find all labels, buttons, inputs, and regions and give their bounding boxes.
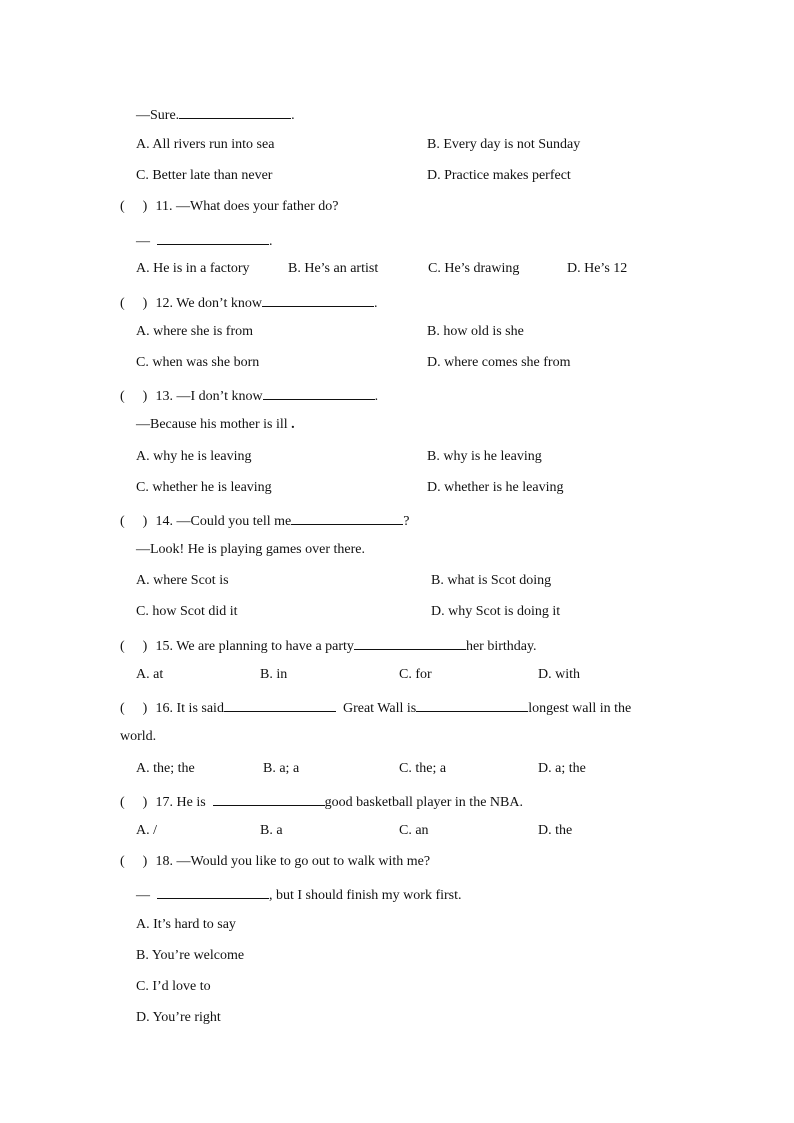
option-b: B. a; a bbox=[263, 761, 300, 776]
question-14-response: —Look! He is playing games over there. bbox=[136, 542, 365, 557]
question-13-response: —Because his mother is ill . bbox=[136, 417, 295, 432]
answer-blank[interactable] bbox=[354, 635, 466, 650]
option-d: D. Practice makes perfect bbox=[427, 168, 571, 183]
question-14: ( ) 14. —Could you tell me ? bbox=[120, 510, 409, 531]
question-number: 18. bbox=[155, 854, 173, 869]
option-d: D. where comes she from bbox=[427, 355, 571, 370]
answer-paren[interactable]: ( ) bbox=[120, 854, 148, 869]
question-18 bbox=[120, 853, 430, 871]
answer-paren[interactable]: ( ) bbox=[120, 639, 148, 654]
option-c: C. Better late than never bbox=[136, 168, 273, 183]
option-d: D. You’re right bbox=[136, 1010, 221, 1025]
question-stem: We don’t know bbox=[176, 296, 262, 311]
question-number: 15. bbox=[155, 639, 173, 654]
answer-blank[interactable] bbox=[157, 230, 269, 245]
answer-paren[interactable]: ( ) bbox=[120, 514, 148, 529]
question-stem: We are planning to have a party bbox=[176, 639, 354, 654]
option-b: B. in bbox=[260, 667, 288, 682]
option-d: D. a; the bbox=[538, 761, 586, 776]
option-c: C. when was she born bbox=[136, 355, 260, 370]
answer-paren[interactable]: ( ) bbox=[120, 199, 148, 214]
option-a: A. the; the bbox=[136, 761, 195, 776]
question-number: 17. bbox=[155, 795, 173, 810]
answer-blank[interactable] bbox=[179, 104, 291, 119]
question-stem: He is bbox=[176, 795, 206, 810]
option-b: B. what is Scot doing bbox=[431, 573, 552, 588]
option-d: D. with bbox=[538, 667, 580, 682]
option-c: C. an bbox=[399, 823, 429, 838]
question-16: ( ) 16. It is said Great Wall is longest wall in the bbox=[120, 697, 631, 718]
question-12: ( ) 12. We don’t know . bbox=[120, 292, 377, 313]
question-stem: It is said bbox=[176, 701, 224, 716]
question-stem: —Could you tell me bbox=[176, 514, 292, 529]
option-a: A. / bbox=[136, 823, 157, 838]
question-number: 11. bbox=[155, 199, 173, 214]
option-b: B. He’s an artist bbox=[288, 261, 379, 276]
answer-blank[interactable] bbox=[213, 791, 325, 806]
question-11-response: — . bbox=[136, 230, 273, 251]
option-c: C. how Scot did it bbox=[136, 604, 238, 619]
option-b: B. a bbox=[260, 823, 283, 838]
answer-blank[interactable] bbox=[224, 697, 336, 712]
option-c: C. whether he is leaving bbox=[136, 480, 272, 495]
question-stem: —What does your father do? bbox=[175, 199, 339, 214]
question-15: ( ) 15. We are planning to have a party her birthday. bbox=[120, 635, 537, 656]
question-number: 16. bbox=[155, 701, 173, 716]
option-a: A. where she is from bbox=[136, 324, 254, 339]
question-stem: —I don’t know bbox=[176, 389, 263, 404]
option-b: B. how old is she bbox=[427, 324, 524, 339]
option-b: B. why is he leaving bbox=[427, 449, 542, 464]
question-16-wrap: world. bbox=[120, 729, 157, 744]
answer-paren[interactable]: ( ) bbox=[120, 795, 148, 810]
option-d: D. the bbox=[538, 823, 573, 838]
option-d: D. whether is he leaving bbox=[427, 480, 564, 495]
option-b: B. You’re welcome bbox=[136, 948, 245, 963]
question-number: 14. bbox=[155, 514, 173, 529]
answer-paren[interactable]: ( ) bbox=[120, 389, 148, 404]
option-a: A. at bbox=[136, 667, 164, 682]
answer-paren[interactable]: ( ) bbox=[120, 701, 148, 716]
answer-blank[interactable] bbox=[291, 510, 403, 525]
question-number: 12. bbox=[155, 296, 173, 311]
option-c: C. I’d love to bbox=[136, 979, 211, 994]
answer-paren[interactable]: ( ) bbox=[120, 296, 148, 311]
option-d: D. why Scot is doing it bbox=[431, 604, 561, 619]
answer-blank[interactable] bbox=[262, 292, 374, 307]
option-c: C. the; a bbox=[399, 761, 447, 776]
option-c: C. for bbox=[399, 667, 432, 682]
question-11 bbox=[120, 198, 338, 216]
option-a: A. where Scot is bbox=[136, 573, 229, 588]
option-b: B. Every day is not Sunday bbox=[427, 137, 581, 152]
option-a: A. All rivers run into sea bbox=[136, 137, 275, 152]
question-17: ( ) 17. He is good basketball player in the NBA. bbox=[120, 791, 523, 812]
option-c: C. He’s drawing bbox=[428, 261, 520, 276]
option-a: A. why he is leaving bbox=[136, 449, 252, 464]
question-10-response: —Sure. . bbox=[136, 104, 295, 125]
question-13: ( ) 13. —I don’t know . bbox=[120, 385, 378, 406]
answer-blank[interactable] bbox=[416, 697, 528, 712]
question-number: 13. bbox=[155, 389, 173, 404]
option-a: A. It’s hard to say bbox=[136, 917, 236, 932]
question-18-response: — , but I should finish my work first. bbox=[136, 884, 462, 905]
option-a: A. He is in a factory bbox=[136, 261, 250, 276]
answer-blank[interactable] bbox=[263, 385, 375, 400]
option-d: D. He’s 12 bbox=[567, 261, 628, 276]
question-stem: —Would you like to go out to walk with me? bbox=[176, 854, 431, 869]
answer-blank[interactable] bbox=[157, 884, 269, 899]
